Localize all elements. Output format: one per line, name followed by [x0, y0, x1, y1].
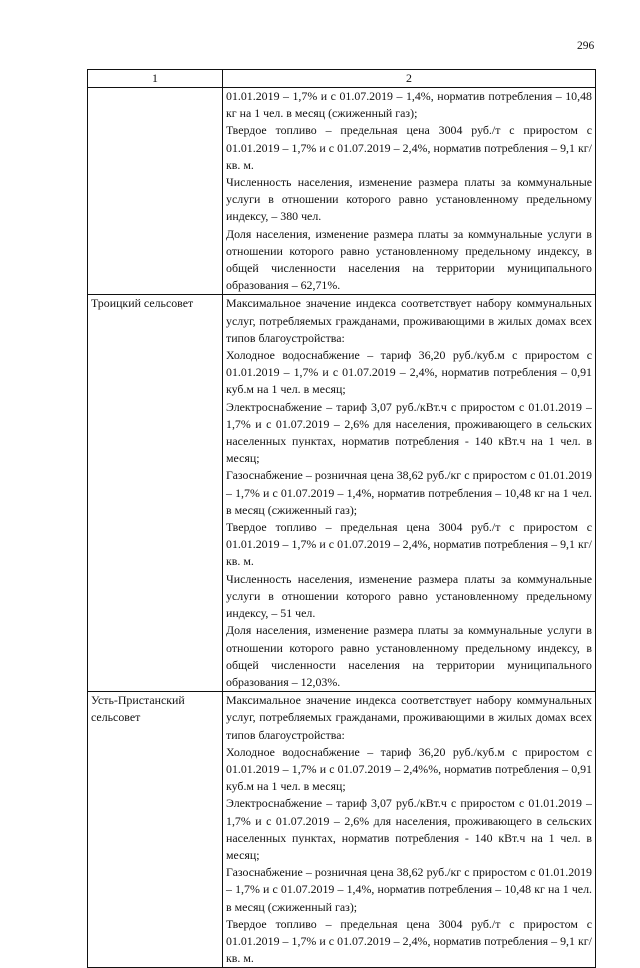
paragraph: Газоснабжение – розничная цена 38,62 руб./кг с приростом с 01.01.2019 – 1,7% и с 01.07.2019 – 1,4%, норматив потребления – 10,48 кг на 1 чел. в месяц (сжиженный газ); [226, 468, 592, 517]
paragraph: Максимальное значение индекса соответствует набору коммунальных услуг, потребляемых гражданами, проживающими в жилых домах всех типов благоустройства: [226, 296, 592, 345]
paragraph: Холодное водоснабжение – тариф 36,20 руб./куб.м с приростом с 01.01.2019 – 1,7% и с 01.07.2019 – 2,4%%, норматив потребления – 0,91 куб.м на 1 чел. в месяц; [226, 744, 592, 794]
description-cell [223, 88, 596, 295]
paragraph: Газоснабжение – розничная цена 38,62 руб./кг с приростом с 01.01.2019 – 1,7% и с 01.07.2019 – 1,4%, норматив потребления – 10,48 кг на 1 чел. в месяц (сжиженный газ); [226, 865, 592, 914]
paragraph: Численность населения, изменение размера платы за коммунальные услуги в отношении которого равно установленному предельному индексу, – 380 чел. [226, 175, 592, 224]
paragraph: Холодное водоснабжение – тариф 36,20 руб./куб.м с приростом с 01.01.2019 – 1,7% и с 01.07.2019 – 2,4%, норматив потребления – 0,91 куб.м на 1 чел. в месяц; [226, 348, 592, 397]
column-header: 2 [223, 70, 596, 88]
table-row [88, 88, 596, 295]
region-cell: Троицкий сельсовет [88, 295, 223, 692]
paragraph: 01.01.2019 – 1,7% и с 01.07.2019 – 1,4%, норматив потребления – 10,48 кг на 1 чел. в месяц (сжиженный газ); [226, 89, 592, 121]
description-cell [223, 692, 596, 968]
paragraph: Электроснабжение – тариф 3,07 руб./кВт.ч с приростом с 01.01.2019 – 1,7% и с 01.07.2019 – 2,6% для населения, проживающего в сельских населенных пунктах, норматив потребления - 140 кВт.ч на 1 чел. в месяц; [226, 399, 592, 466]
paragraph: Доля населения, изменение размера платы за коммунальные услуги в отношении которого равно установленному предельному индексу, в общей численности населения на территории муниципального образования – 62,71%. [226, 226, 592, 293]
paragraph: Твердое топливо – предельная цена 3004 руб./т с приростом с 01.01.2019 – 1,7% и с 01.07.2019 – 2,4%, норматив потребления – 9,1 кг/кв. м. [226, 123, 592, 172]
column-header: 1 [88, 70, 223, 88]
tariff-table [87, 69, 596, 968]
paragraph: Численность населения, изменение размера платы за коммунальные услуги в отношении которого равно установленному предельному индексу, – 51 чел. [226, 571, 592, 621]
description-cell [223, 295, 596, 692]
table-row [88, 295, 596, 692]
table-header-row [88, 70, 596, 88]
paragraph: Доля населения, изменение размера платы за коммунальные услуги в отношении которого равно установленному предельному индексу, в общей численности населения на территории муниципального образования – 12,03%. [226, 623, 592, 689]
paragraph: Твердое топливо – предельная цена 3004 руб./т с приростом с 01.01.2019 – 1,7% и с 01.07.2019 – 2,4%, норматив потребления – 9,1 кг/кв. м. [226, 916, 592, 966]
region-cell: Усть-Пристанский сельсовет [88, 692, 223, 968]
paragraph: Максимальное значение индекса соответствует набору коммунальных услуг, потребляемых гражданами, проживающими в жилых домах всех типов благоустройства: [226, 693, 592, 742]
page-number: 296 [577, 40, 595, 52]
paragraph: Электроснабжение – тариф 3,07 руб./кВт.ч с приростом с 01.01.2019 – 1,7% и с 01.07.2019 – 2,6% для населения, проживающего в сельских населенных пунктах, норматив потребления - 140 кВт.ч на 1 чел. в месяц; [226, 796, 592, 862]
region-cell [88, 88, 223, 295]
paragraph: Твердое топливо – предельная цена 3004 руб./т с приростом с 01.01.2019 – 1,7% и с 01.07.2019 – 2,4%, норматив потребления – 9,1 кг/кв. м. [226, 520, 592, 569]
table-row [88, 692, 596, 968]
